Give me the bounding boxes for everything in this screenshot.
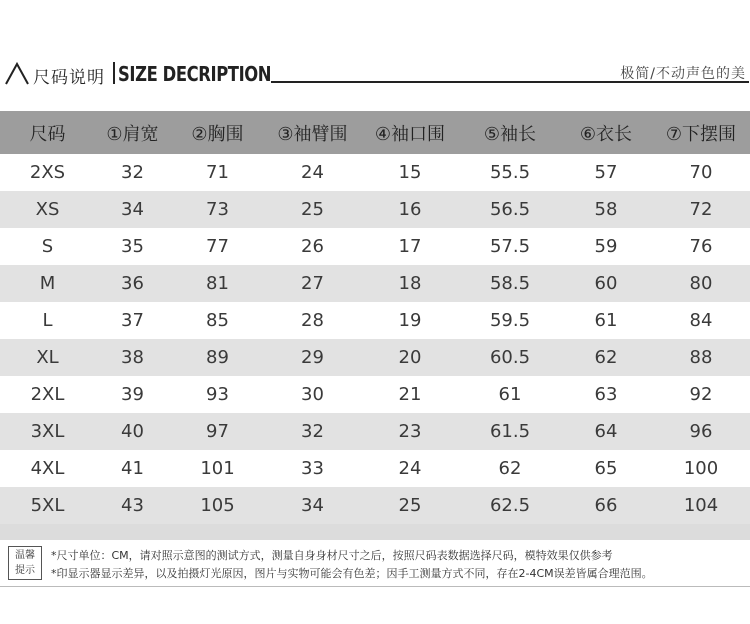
size-cell: 2XS [29,162,66,183]
size-cell: 4XL [30,458,65,479]
measurement-cell: 80 [689,273,713,294]
measurement-cell: 85 [206,310,229,331]
tip-badge-line1: 温馨 [15,550,35,561]
measurement-cell: 62 [594,347,618,368]
measurement-cell: 15 [398,162,422,183]
measurement-cell: 27 [301,273,324,294]
table-row [0,376,750,413]
size-cell: XL [36,347,59,368]
column-header: ④袖口围 [374,123,446,145]
size-cell: M [39,273,56,294]
measurement-cell: 65 [594,458,618,479]
measurement-cell: 33 [301,458,324,479]
measurement-cell: 21 [398,384,422,405]
measurement-cell: 24 [398,458,422,479]
measurement-cell: 59 [594,236,618,257]
measurement-cell: 58.5 [489,273,531,294]
measurement-cell: 61.5 [489,421,531,442]
measurement-cell: 63 [594,384,618,405]
table-row [0,413,750,450]
measurement-cell: 36 [121,273,144,294]
measurement-cell: 77 [206,236,229,257]
measurement-cell: 61 [498,384,522,405]
measurement-cell: 71 [206,162,229,183]
table-row [0,191,750,228]
measurement-cell: 18 [398,273,422,294]
measurement-cell: 60 [594,273,618,294]
measurement-cell: 59.5 [489,310,531,331]
slogan: 极简/不动声色的美 [620,66,746,82]
measurement-cell: 88 [689,347,713,368]
measurement-cell: 72 [689,199,713,220]
tip-badge-line2: 提示 [15,565,35,576]
measurement-cell: 57.5 [489,236,531,257]
column-header: 尺码 [29,123,66,145]
measurement-cell: 81 [206,273,229,294]
header [0,0,750,100]
peak-logo-icon [4,60,30,86]
measurement-cell: 92 [689,384,713,405]
measurement-cell: 32 [121,162,144,183]
measurement-cell: 96 [689,421,713,442]
table-row [0,154,750,191]
measurement-cell: 58 [594,199,618,220]
measurement-cell: 64 [594,421,618,442]
size-table [0,111,750,524]
table-row [0,450,750,487]
measurement-cell: 35 [121,236,144,257]
measurement-cell: 25 [398,495,422,516]
measurement-cell: 25 [301,199,324,220]
column-header: ③袖臂围 [277,123,348,145]
measurement-cell: 32 [301,421,324,442]
measurement-cell: 37 [121,310,144,331]
measurement-cell: 70 [689,162,713,183]
measurement-cell: 93 [206,384,229,405]
table-body [0,154,750,524]
size-cell: S [41,236,54,257]
table-row [0,302,750,339]
measurement-cell: 89 [206,347,229,368]
measurement-cell: 73 [206,199,229,220]
table-row [0,339,750,376]
measurement-cell: 23 [398,421,422,442]
note-color: *印显示器显示差异，以及拍摄灯光原因，图片与实物可能会有色差；因手工测量方式不同，存在2-4CM误差皆属合理范围。 [51,567,653,580]
measurement-cell: 104 [683,495,719,516]
measurement-cell: 97 [206,421,229,442]
size-cell: 2XL [30,384,65,405]
title-en: SIZE DECRIPTION [118,62,272,86]
size-cell: L [42,310,53,331]
table-row [0,487,750,524]
measurement-cell: 61 [594,310,618,331]
column-header: ①肩宽 [106,123,159,145]
measurement-cell: 19 [398,310,422,331]
measurement-cell: 16 [398,199,422,220]
measurement-cell: 40 [121,421,144,442]
measurement-cell: 60.5 [489,347,531,368]
measurement-cell: 38 [121,347,144,368]
measurement-cell: 41 [121,458,144,479]
notes [0,540,750,584]
column-header: ⑤袖长 [483,123,537,145]
note-unit: *尺寸单位：CM，请对照示意图的测试方式，测量自身身材尺寸之后，按照尺码表数据选择尺码，模特效果仅供参考 [51,549,613,562]
measurement-cell: 76 [689,236,713,257]
measurement-cell: 101 [200,458,235,479]
size-cell: 3XL [30,421,65,442]
measurement-cell: 62.5 [489,495,531,516]
measurement-cell: 17 [398,236,422,257]
measurement-cell: 29 [301,347,324,368]
table-row [0,265,750,302]
measurement-cell: 43 [121,495,144,516]
measurement-cell: 55.5 [489,162,531,183]
measurement-cell: 20 [398,347,422,368]
table-row [0,228,750,265]
bottom-rule [0,586,750,587]
measurement-cell: 100 [683,458,719,479]
measurement-cell: 105 [200,495,235,516]
size-cell: 5XL [30,495,65,516]
column-header: ⑥衣长 [579,123,633,145]
measurement-cell: 66 [594,495,618,516]
measurement-cell: 34 [121,199,144,220]
column-header: ⑦下摆围 [665,123,737,145]
column-header: ②胸围 [191,123,244,145]
measurement-cell: 56.5 [489,199,531,220]
table-footer-band [0,524,750,540]
measurement-cell: 57 [594,162,618,183]
table-header-row [0,111,750,154]
measurement-cell: 84 [689,310,713,331]
measurement-cell: 39 [121,384,144,405]
measurement-cell: 30 [301,384,324,405]
title-divider [113,62,115,84]
measurement-cell: 28 [301,310,324,331]
measurement-cell: 26 [301,236,324,257]
measurement-cell: 62 [498,458,522,479]
measurement-cell: 24 [301,162,324,183]
tip-badge [8,546,42,580]
title-cn: 尺码说明 [33,68,105,88]
measurement-cell: 34 [301,495,324,516]
size-cell: XS [35,199,60,220]
